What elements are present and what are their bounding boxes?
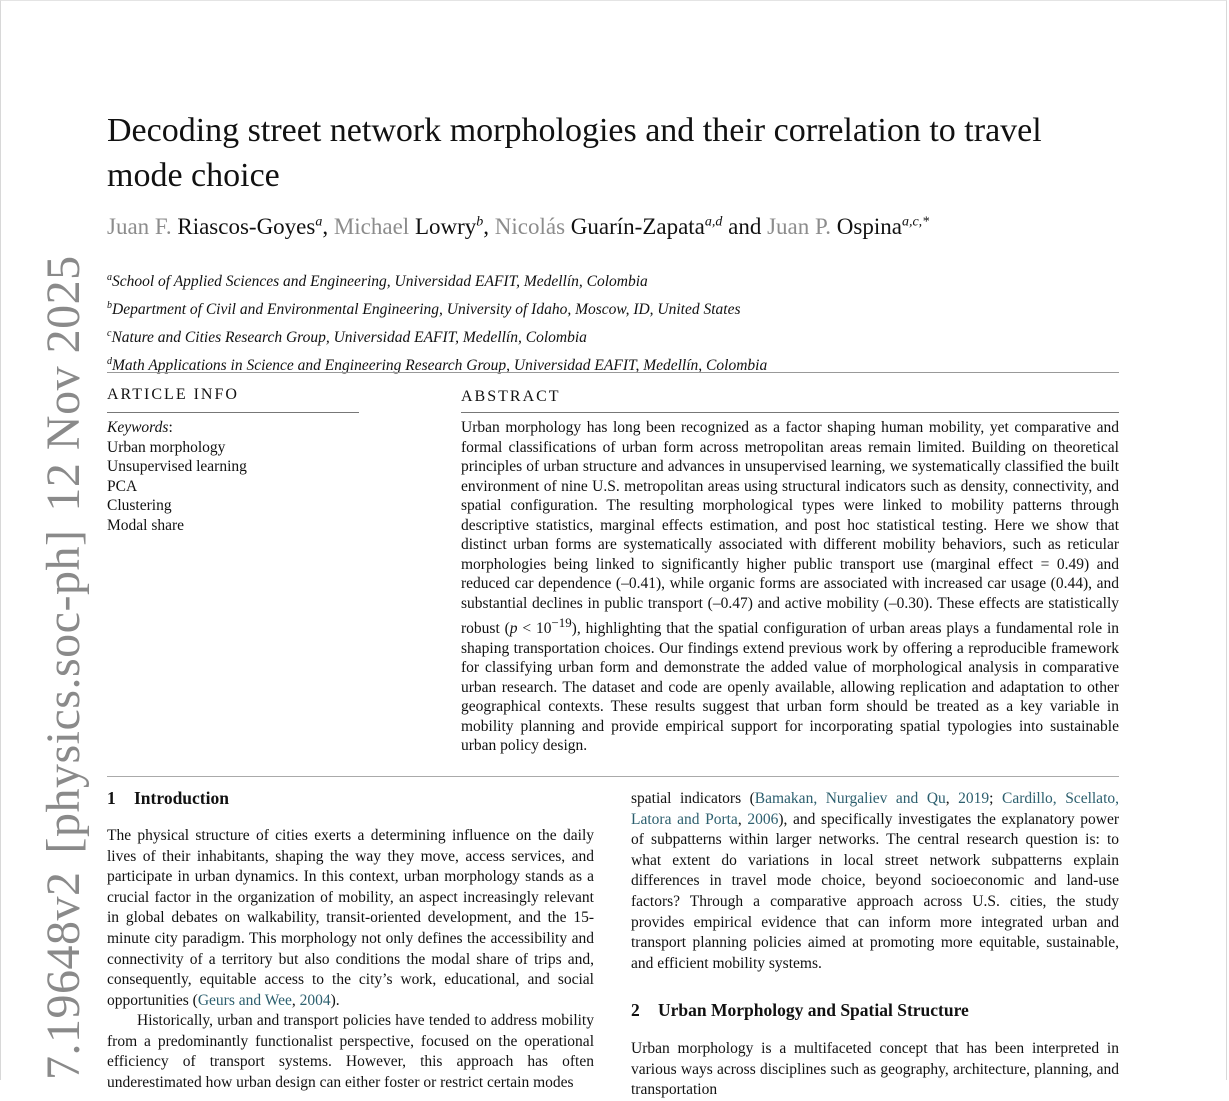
intro-paragraph-1: The physical structure of cities exerts a determining influence on the daily lives of their inhabitants, shaping the way they move, access services, and participate in urban dynamics. In this context, urban morphology stands as a crucial factor in the organization of mobility, an aspect increasingly relevant in global debates on walkability, transit-oriented development, and the 15-minute city paradigm. This morphology not only defines the accessibility and connectivity of a territory but also conditions the modal share of trips and, consequently, equitable access to the city’s work, educational, and social opportunities (Geurs and Wee, 2004). <box>107 827 594 1009</box>
citation-link[interactable]: 2019 <box>958 790 990 807</box>
citation-link[interactable]: Bamakan, Nurgaliev and Qu <box>754 790 946 807</box>
section2-paragraph: Urban morphology is a multifaceted concept that has been interpreted in various ways across disciplines such as geography, architecture, planning, and transportation <box>631 1040 1119 1099</box>
author: Nicolás Guarín-Zapata$^{a,d}$ and <box>494 214 768 239</box>
abstract-heading: ABSTRACT <box>461 388 561 405</box>
keyword: Modal share <box>107 516 185 534</box>
citation-link[interactable]: 2006 <box>747 810 779 828</box>
arxiv-date: 12 Nov 2025 <box>37 255 90 512</box>
citation-link[interactable]: 2004 <box>299 991 331 1009</box>
author: Michael Lowry$^b$, <box>333 214 495 239</box>
article-info-heading: ARTICLE INFO <box>107 386 239 403</box>
abstract-text: Urban morphology has long been recognized as a factor shaping human mobility, yet comparative and formal classifications of urban form across metropolitan areas remain limited. Building on theoretical principles of urban structure and advances in unsupervised learning, we systematically classified the built environment of nine U.S. metropolitan areas using structural indicators such as density, connectivity, and spatial configuration. The resulting morphological types were linked to mobility patterns through descriptive statistics, marginal effects estimation, and post hoc statistical testing. Here we show that distinct urban forms are systematically associated with different mobility behaviors, such as reticular morphologies being linked to significantly higher public transport use (marginal effect = 0.49) and reduced car dependence (–0.41), while organic forms are associated with increased car usage (0.44), and substantial declines in public transport (–0.47) and active mobility (–0.30). These effects are statistically robust $(p < 10^{-19})$, highlighting that the spatial configuration of urban areas plays a fundamental role in shaping transportation choices. Our findings extend previous work by offering a reproducible framework for classifying urban form and demonstrate the added value of morphological analysis in comparative urban research. The dataset and code are openly available, allowing replication and adaptation to other geographical contexts. These results suggest that urban form should be treated as a key variable in mobility planning and provide empirical support for incorporating spatial typologies into sustainable urban policy design. <box>461 419 1119 755</box>
affiliation: $^a$School of Applied Sciences and Engineering, Universidad EAFIT, Medellín, Colombia <box>107 272 648 291</box>
author-list <box>107 214 929 240</box>
author: Juan P. Ospina$^{a,c,*}$ <box>767 214 930 239</box>
arxiv-category: [physics.soc-ph] <box>37 529 90 854</box>
citation-link[interactable]: Geurs and Wee <box>197 991 292 1009</box>
article-info-divider <box>107 412 359 413</box>
keyword: Clustering <box>107 497 172 515</box>
affiliation: $^c$Nature and Cities Research Group, Universidad EAFIT, Medellín, Colombia <box>107 328 587 347</box>
paper-title: Decoding street network morphologies and their correlation to travel mode choice <box>107 112 1042 194</box>
keyword: PCA <box>107 477 138 495</box>
section-heading-urban-morphology: 2 Urban Morphology and Spatial Structure <box>631 1000 969 1020</box>
keyword: Unsupervised learning <box>107 458 247 476</box>
body-divider <box>107 776 1119 777</box>
abstract-divider <box>461 412 1119 413</box>
author: Juan F. Riascos-Goyes$^a$, <box>107 214 334 239</box>
section-heading-introduction: 1 Introduction <box>107 788 229 808</box>
keywords-label: Keywords: <box>107 419 173 436</box>
arxiv-id: 7.19648v2 <box>37 871 90 1080</box>
citation-link[interactable]: Cardillo, Scellato, Latora and Porta <box>631 790 1119 828</box>
arxiv-stamp <box>36 237 91 1080</box>
keyword: Urban morphology <box>107 438 226 456</box>
affiliation-list <box>107 266 767 379</box>
intro-paragraph-2: Historically, urban and transport policies have tended to address mobility from a predominantly functionalist perspective, focused on the operational efficiency of transport systems. However, this approach has often underestimated how urban design can either foster or restrict certain modes <box>107 1012 594 1091</box>
header-divider <box>107 372 1119 373</box>
right-column-paragraph: spatial indicators (Bamakan, Nurgaliev and Qu, 2019; Cardillo, Scellato, Latora and Porta, 2006), and specifically investigates the explanatory power of subpatterns within larger networks. The central research question is: to what extent do variations in local street network subpatterns explain differences in travel mode choice, beyond socioeconomic and land-use factors? Through a comparative approach across U.S. cities, the study provides empirical evidence that can inform more integrated urban and transport planning policies aimed at promoting more equitable, sustainable, and efficient mobility systems. <box>631 790 1119 972</box>
affiliation: $^b$Department of Civil and Environmental Engineering, University of Idaho, Moscow, ID, United States <box>107 300 741 319</box>
keyword-list <box>107 418 247 536</box>
affiliation: $^d$Math Applications in Science and Engineering Research Group, Universidad EAFIT, Medellín, Colombia <box>107 356 768 375</box>
